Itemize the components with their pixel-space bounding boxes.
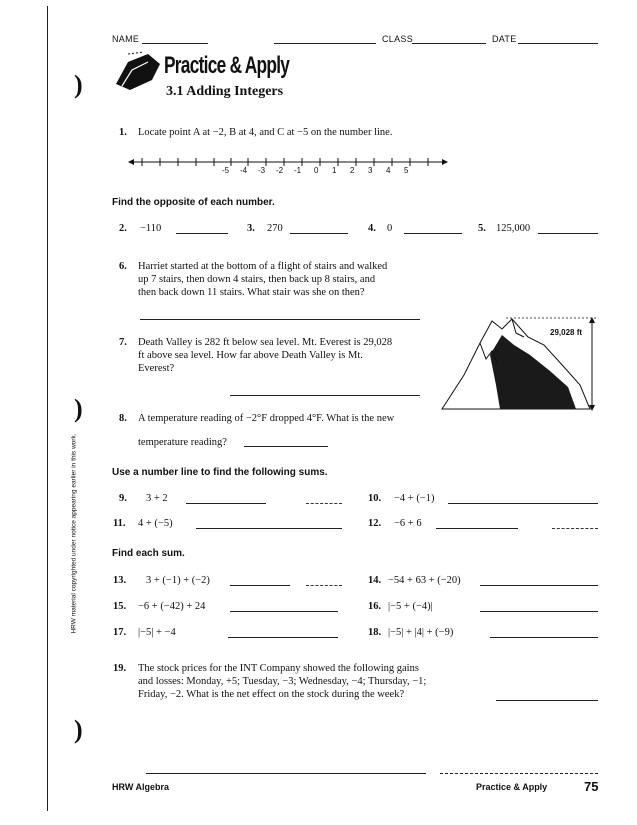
answer-14-field[interactable] [480, 573, 598, 586]
tick-label: 2 [350, 166, 355, 175]
binder-mark: ) [74, 715, 83, 744]
text-line: ft above sea level. How far above Death Valley is Mt. [138, 350, 363, 361]
answer-7-field[interactable] [230, 383, 420, 396]
binder-mark: ) [74, 70, 83, 99]
problem-number: 4. [368, 223, 376, 234]
problem-number: 13. [113, 575, 127, 586]
problem-number: 18. [368, 627, 382, 638]
date-label: DATE [492, 34, 517, 44]
tick-label: 1 [332, 166, 337, 175]
problem-number: 10. [368, 493, 382, 504]
problem-text: temperature reading? [138, 437, 227, 448]
problem-text: 3 + (−1) + (−2) [146, 575, 210, 586]
name-field-line-2 [274, 43, 376, 44]
name-field[interactable] [142, 31, 208, 44]
problem-number: 8. [119, 413, 127, 424]
section-heading: Use a number line to find the following sums. [112, 467, 328, 478]
answer-12-field[interactable] [436, 516, 518, 529]
answer-10-field[interactable] [448, 491, 598, 504]
answer-9-field[interactable] [186, 491, 266, 504]
answer-15-field[interactable] [230, 599, 338, 612]
problem-text [138, 260, 387, 299]
page-border [47, 6, 48, 811]
footer-right: Practice & Apply [476, 782, 548, 792]
answer-4-field[interactable] [404, 221, 462, 234]
problem-number: 14. [368, 575, 382, 586]
problem-number: 6. [119, 261, 127, 272]
problem-number: 2. [119, 223, 127, 234]
problem-text: −6 + 6 [394, 518, 422, 529]
copyright-note: HRW material copyrighted under notice appearing earlier in this work. [70, 433, 78, 634]
tick-label: 3 [368, 166, 373, 175]
footer-left: HRW Algebra [112, 782, 170, 792]
section-heading: Find the opposite of each number. [112, 197, 275, 208]
tick-label: 0 [314, 166, 319, 175]
footer-rule [440, 773, 598, 774]
problem-text: −6 + (−42) + 24 [138, 601, 206, 612]
problem-text: −54 + 63 + (−20) [388, 575, 461, 586]
problem-text: |−5| + −4 [138, 627, 176, 638]
problem-number: 11. [113, 518, 126, 529]
binder-mark: ) [74, 394, 83, 423]
class-field[interactable] [412, 31, 486, 44]
problem-text: A temperature reading of −2°F dropped 4°F. What is the new [138, 413, 395, 424]
problem-text: |−5 + (−4)| [388, 601, 433, 612]
problem-number: 15. [113, 601, 127, 612]
problem-text: |−5| + |4| + (−9) [388, 627, 454, 638]
text-line: Death Valley is 282 ft below sea level. Mt. Everest is 29,028 [138, 337, 393, 348]
text-line: up 7 stairs, then down 4 stairs, then back up 8 stairs, and [138, 274, 376, 285]
logo-icon [114, 50, 162, 94]
text-line: then back down 11 stairs. What stair was she on then? [138, 287, 365, 298]
class-label: CLASS [382, 34, 414, 44]
problem-number: 7. [119, 337, 127, 348]
tick-label: -2 [276, 166, 284, 175]
section-heading: Find each sum. [112, 548, 185, 559]
answer-line-dashed [552, 528, 598, 529]
problem-number: 12. [368, 518, 382, 529]
tick-label: 4 [386, 166, 391, 175]
answer-line-dashed [306, 585, 342, 586]
answer-line-dashed [306, 503, 342, 504]
problem-number: 9. [119, 493, 127, 504]
answer-3-field[interactable] [290, 221, 348, 234]
problem-number: 1. [119, 127, 127, 138]
date-field[interactable] [518, 31, 598, 44]
text-line: The stock prices for the INT Company showed the following gains [138, 663, 419, 674]
lesson-title: 3.1 Adding Integers [166, 84, 284, 99]
number-line[interactable] [128, 150, 448, 180]
answer-8-field[interactable] [244, 434, 328, 447]
answer-6-field[interactable] [140, 307, 420, 320]
answer-11-field[interactable] [196, 516, 342, 529]
problem-text [138, 662, 426, 701]
problem-text: 4 + (−5) [138, 518, 173, 529]
problem-text: 270 [267, 223, 283, 234]
page-number: 75 [584, 779, 599, 794]
problem-text: 125,000 [496, 223, 531, 234]
name-label: NAME [112, 34, 140, 44]
mountain-height-label: 29,028 ft [550, 328, 583, 337]
answer-17-field[interactable] [228, 625, 338, 638]
answer-5-field[interactable] [538, 221, 598, 234]
text-line: Friday, −2. What is the net effect on the stock during the week? [138, 689, 405, 700]
problem-text: Locate point A at −2, B at 4, and C at −5 on the number line. [138, 127, 393, 138]
tick-label: -5 [222, 166, 230, 175]
text-line: Everest? [138, 363, 175, 374]
problem-number: 3. [247, 223, 255, 234]
problem-number: 17. [113, 627, 127, 638]
problem-text: −4 + (−1) [394, 493, 435, 504]
tick-label: 5 [404, 166, 409, 175]
answer-19-field[interactable] [496, 688, 598, 701]
answer-18-field[interactable] [490, 625, 598, 638]
footer-rule [146, 773, 426, 774]
problem-number: 16. [368, 601, 382, 612]
problem-text [138, 336, 392, 375]
problem-text: 0 [387, 223, 393, 234]
answer-16-field[interactable] [480, 599, 598, 612]
tick-label: -4 [240, 166, 248, 175]
problem-text: −110 [140, 223, 162, 234]
banner-title: Practice & Apply [164, 52, 290, 79]
tick-label: -3 [258, 166, 266, 175]
answer-2-field[interactable] [176, 221, 228, 234]
text-line: Harriet started at the bottom of a flight of stairs and walked [138, 261, 388, 272]
text-line: and losses: Monday, +5; Tuesday, −3; Wednesday, −4; Thursday, −1; [138, 676, 427, 687]
problem-number: 19. [113, 663, 127, 674]
tick-label: -1 [294, 166, 302, 175]
problem-text: 3 + 2 [146, 493, 168, 504]
problem-number: 5. [478, 223, 486, 234]
answer-13-field[interactable] [230, 573, 290, 586]
